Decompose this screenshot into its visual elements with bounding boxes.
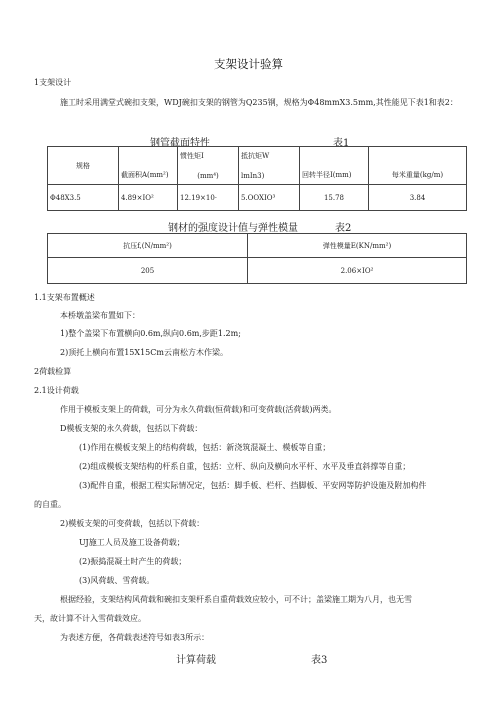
table1-label: 表1 xyxy=(333,138,350,149)
variable-load-heading: 2)模板支架的可变荷载，包括以下荷载： xyxy=(60,519,205,528)
section-1-1-heading: 1.1支架布置概述 xyxy=(34,293,95,302)
page-title: 支架设计验算 xyxy=(214,57,283,71)
permanent-load-heading: D模板支架的永久荷载，包括以下荷载： xyxy=(60,424,203,433)
section-1-1-item-2: 2)顶托上横向布置15X15Cm云南松方木作梁。 xyxy=(60,348,228,357)
experience-paragraph-cont: 天，故计算不计入雪荷载效应。 xyxy=(34,614,146,623)
section-1-1-item-1: 1)整个盖梁下布置横向0.6m,纵向0.6m,步距1.2m; xyxy=(60,329,241,338)
variable-load-2: (2)振捣混凝土时产生的荷载； xyxy=(79,557,187,566)
table2-caption: 钢材的强度设计值与弹性模量 xyxy=(168,223,298,234)
permanent-load-3-cont: 的自重。 xyxy=(34,500,66,509)
section-2-1-heading: 2.1设计荷载 xyxy=(34,386,79,395)
table1 xyxy=(47,146,467,211)
table1-cell: Φ48X3.5 xyxy=(48,185,119,211)
table1-cell: 15.78 xyxy=(300,185,369,211)
table2-cell: 2.06×IO² xyxy=(248,258,467,284)
variable-load-1: UJ施工人员及施工设备荷载； xyxy=(79,538,185,547)
permanent-load-3: (3)配件自重，根据工程实际情况定，包括：脚手板、栏杆、挡脚板、平安网等防护设施及附加构件 xyxy=(79,481,427,490)
section-1-1-intro: 本桥墩盖梁布置如下： xyxy=(60,311,140,320)
table1-cell: 4.89×IO² xyxy=(119,185,178,211)
section-1-heading: 1支架设计 xyxy=(34,78,72,87)
table3-caption: 计算荷载 xyxy=(176,655,216,666)
variable-load-3: (3)风荷载、雪荷载。 xyxy=(79,576,155,585)
permanent-load-2: (2)组成模板支架结构的杆系自重，包括：立杆、纵向及横向水平杆、水平及垂直斜撑等自重； xyxy=(79,462,411,471)
permanent-load-1: (1)作用在模板支架上的结构荷载，包括：新浇筑混凝土、模板等自重； xyxy=(79,443,331,452)
experience-paragraph: 根据经验，支架结构风荷载和碗扣支架杆系自重荷载效应较小，可不计；盖梁施工期为八月，也无雪 xyxy=(60,595,412,604)
section-1-paragraph: 施工时采用满堂式碗扣支架，WDJ碗扣支架的钢管为Q235钢，规格为Φ48mmX3.5mm,其性能见下表1和表2： xyxy=(60,98,458,107)
table1-header-radius: 回转半径I(mm) xyxy=(300,147,369,185)
table1-cell: 5.OOXIO³ xyxy=(239,185,300,211)
table1-header-inertia-unit: (mm⁴) xyxy=(178,171,239,185)
table1-cell: 12.19×10⋅ xyxy=(178,185,239,211)
table1-header-spec: 规格 xyxy=(48,147,119,185)
table2-header-strength: 抗压f,(N/mm²) xyxy=(48,234,248,258)
table1-caption: 钢管截面特性 xyxy=(150,138,210,149)
table2-header-modulus: 弹性模量E(KN/mm²) xyxy=(248,234,467,258)
table2-label: 表2 xyxy=(335,223,352,234)
table2-cell: 205 xyxy=(48,258,248,284)
table2 xyxy=(47,233,467,284)
table1-header-inertia: 惯性矩I xyxy=(178,147,239,171)
table1-header-modulus: 抵抗矩W xyxy=(239,147,300,171)
section-2-heading: 2荷载检算 xyxy=(34,367,72,376)
table1-header-weight: 每米重量(kg/m) xyxy=(369,147,467,185)
table1-header-modulus-unit: lmIn3) xyxy=(239,171,300,185)
table1-header-area: 截面积A(mm²) xyxy=(119,147,178,185)
table1-cell: 3.84 xyxy=(369,185,467,211)
table3-intro: 为表述方便，各荷载表述符号如表3所示： xyxy=(60,633,210,642)
table3-label: 表3 xyxy=(311,655,328,666)
section-2-1-paragraph: 作用于模板支架上的荷载，可分为永久荷载(恒荷载)和可变荷载(活荷载)两类。 xyxy=(60,405,337,414)
